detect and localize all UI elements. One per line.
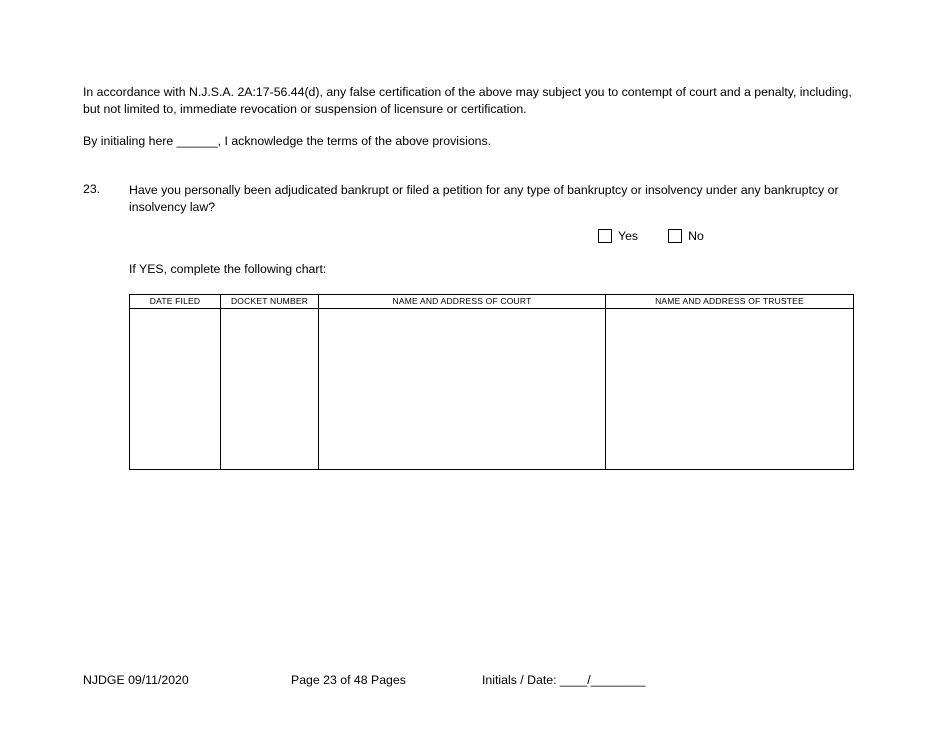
footer-form-id: NJDGE 09/11/2020 <box>83 673 189 687</box>
column-header-docket-number: DOCKET NUMBER <box>221 295 319 309</box>
bankruptcy-chart-table <box>129 294 854 470</box>
column-header-court: NAME AND ADDRESS OF COURT <box>319 295 606 309</box>
intro-paragraph-line-2: but not limited to, immediate revocation or suspension of licensure or certification. <box>83 102 527 116</box>
intro-paragraph <box>83 84 865 118</box>
footer-page-number: Page 23 of 48 Pages <box>291 673 406 687</box>
checkbox-yes[interactable] <box>598 229 612 243</box>
table-header-row <box>130 295 854 309</box>
table-row <box>130 309 854 470</box>
intro-paragraph-line-1: In accordance with N.J.S.A. 2A:17-56.44(d), any false certification of the above may subject you to contempt of court and a penalty, including, <box>83 85 852 99</box>
initial-acknowledgement-text: By initialing here ______, I acknowledge the terms of the above provisions. <box>83 134 492 148</box>
question-text <box>129 182 865 216</box>
column-header-date-filed: DATE FILED <box>130 295 221 309</box>
column-header-trustee: NAME AND ADDRESS OF TRUSTEE <box>606 295 854 309</box>
answer-options <box>598 229 706 243</box>
label-yes: Yes <box>618 229 639 243</box>
label-no: No <box>688 229 704 243</box>
checkbox-no[interactable] <box>668 229 682 243</box>
cell-date-filed[interactable] <box>130 309 221 470</box>
chart-instruction: If YES, complete the following chart: <box>129 262 327 276</box>
cell-docket-number[interactable] <box>221 309 319 470</box>
question-text-line-2: insolvency law? <box>129 200 216 214</box>
cell-trustee[interactable] <box>606 309 854 470</box>
cell-court[interactable] <box>319 309 606 470</box>
footer-initials-date: Initials / Date: ____/________ <box>482 673 646 687</box>
page-footer <box>0 673 950 693</box>
question-number: 23. <box>83 182 101 196</box>
question-text-line-1: Have you personally been adjudicated bankrupt or filed a petition for any type of bankruptcy or insolvency under any bankruptcy or <box>129 183 839 197</box>
